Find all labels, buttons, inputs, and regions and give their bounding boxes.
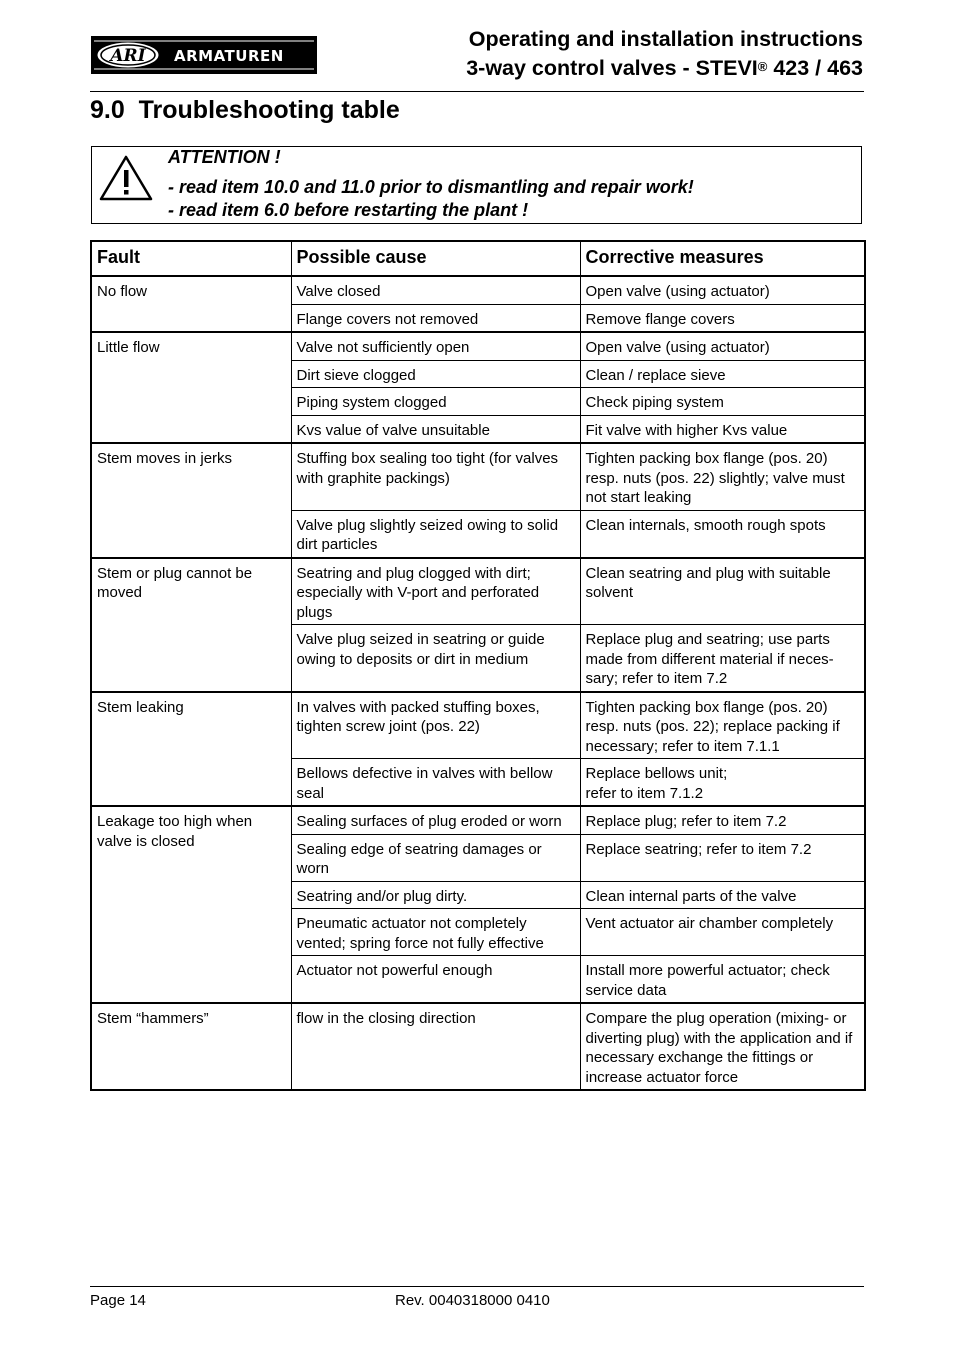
header-rule <box>90 91 864 92</box>
attention-line-2: - read item 6.0 before restarting the plant ! <box>168 200 529 220</box>
table-row <box>91 443 865 510</box>
measure-cell: Tighten packing box flange (pos. 20) resp. nuts (pos. 22); replace packing if necessary; refer to item 7.1.1 <box>580 692 865 759</box>
cause-cell: Kvs value of valve unsuitable <box>291 415 580 443</box>
measure-cell: Open valve (using actuator) <box>580 332 865 360</box>
cause-cell: Seatring and plug clogged with dirt; especially with V-port and perforated plugs <box>291 558 580 625</box>
cause-cell: Seatring and/or plug dirty. <box>291 881 580 909</box>
measure-cell: Install more powerful actuator; check service data <box>580 956 865 1004</box>
measure-cell: Replace plug; refer to item 7.2 <box>580 806 865 834</box>
measure-cell: Compare the plug operation (mixing- or diverting plug) with the application and if necessary exchange the fittings or increase actuator force <box>580 1003 865 1090</box>
cause-cell: Valve plug seized in seatring or guide owing to deposits or dirt in medium <box>291 625 580 692</box>
fault-cell: Stem “hammers” <box>91 1003 291 1090</box>
cause-cell: Pneumatic actuator not completely vented; spring force not fully effective <box>291 909 580 956</box>
cause-cell: Piping system clogged <box>291 388 580 416</box>
measure-cell: Fit valve with higher Kvs value <box>580 415 865 443</box>
cause-cell: Sealing surfaces of plug eroded or worn <box>291 806 580 834</box>
table-header-row <box>91 241 865 276</box>
measure-cell: Clean internal parts of the valve <box>580 881 865 909</box>
svg-text:ARMATUREN: ARMATUREN <box>174 47 284 65</box>
troubleshooting-table <box>90 240 866 1091</box>
column-header-cause: Possible cause <box>291 241 580 276</box>
svg-text:ARI: ARI <box>110 46 146 66</box>
cause-cell: flow in the closing direction <box>291 1003 580 1090</box>
section-title: 9.0 Troubleshooting table <box>90 96 400 124</box>
fault-cell: Leakage too high when valve is closed <box>91 806 291 1003</box>
cause-cell: Dirt sieve clogged <box>291 360 580 388</box>
cause-cell: Flange covers not removed <box>291 304 580 332</box>
fault-cell: Stem moves in jerks <box>91 443 291 558</box>
cause-cell: Sealing edge of seatring damages or worn <box>291 834 580 881</box>
table-row <box>91 558 865 625</box>
column-header-fault: Fault <box>91 241 291 276</box>
table-row <box>91 276 865 304</box>
measure-cell: Replace bellows unit; refer to item 7.1.2 <box>580 759 865 807</box>
table-row <box>91 806 865 834</box>
fault-cell: Stem or plug cannot be moved <box>91 558 291 692</box>
cause-cell: Valve closed <box>291 276 580 304</box>
attention-box <box>91 146 862 224</box>
document-title <box>466 25 863 83</box>
title-line-1: Operating and installation instructions <box>468 27 863 51</box>
cause-cell: Bellows defective in valves with bellow seal <box>291 759 580 807</box>
cause-cell: Stuffing box sealing too tight (for valves with graphite packings) <box>291 443 580 510</box>
page-number: Page 14 <box>90 1292 146 1309</box>
table-row <box>91 692 865 759</box>
footer-rule <box>90 1286 864 1287</box>
measure-cell: Replace plug and seatring; use parts made from different material if neces-sary; refer to item 7.2 <box>580 625 865 692</box>
measure-cell: Replace seatring; refer to item 7.2 <box>580 834 865 881</box>
fault-cell: No flow <box>91 276 291 332</box>
measure-cell: Clean seatring and plug with suitable solvent <box>580 558 865 625</box>
measure-cell: Clean / replace sieve <box>580 360 865 388</box>
cause-cell: Actuator not powerful enough <box>291 956 580 1004</box>
table-body <box>91 276 865 1090</box>
fault-cell: Stem leaking <box>91 692 291 807</box>
warning-triangle-icon <box>98 154 154 202</box>
cause-cell: Valve not sufficiently open <box>291 332 580 360</box>
measure-cell: Clean internals, smooth rough spots <box>580 510 865 558</box>
measure-cell: Vent actuator air chamber completely <box>580 909 865 956</box>
measure-cell: Remove flange covers <box>580 304 865 332</box>
table-row <box>91 1003 865 1090</box>
table-row <box>91 332 865 360</box>
fault-cell: Little flow <box>91 332 291 443</box>
measure-cell: Open valve (using actuator) <box>580 276 865 304</box>
measure-cell: Check piping system <box>580 388 865 416</box>
attention-line-1: - read item 10.0 and 11.0 prior to dismantling and repair work! <box>168 177 694 197</box>
revision-number: Rev. 0040318000 0410 <box>395 1292 550 1309</box>
title-line-2: 3-way control valves - STEVI® 423 / 463 <box>466 56 863 80</box>
cause-cell: In valves with packed stuffing boxes, tighten screw joint (pos. 22) <box>291 692 580 759</box>
cause-cell: Valve plug slightly seized owing to solid dirt particles <box>291 510 580 558</box>
ari-armaturen-logo <box>90 35 318 75</box>
measure-cell: Tighten packing box flange (pos. 20) resp. nuts (pos. 22) slightly; valve must not start leaking <box>580 443 865 510</box>
attention-heading: ATTENTION ! <box>168 147 281 167</box>
column-header-measure: Corrective measures <box>580 241 865 276</box>
